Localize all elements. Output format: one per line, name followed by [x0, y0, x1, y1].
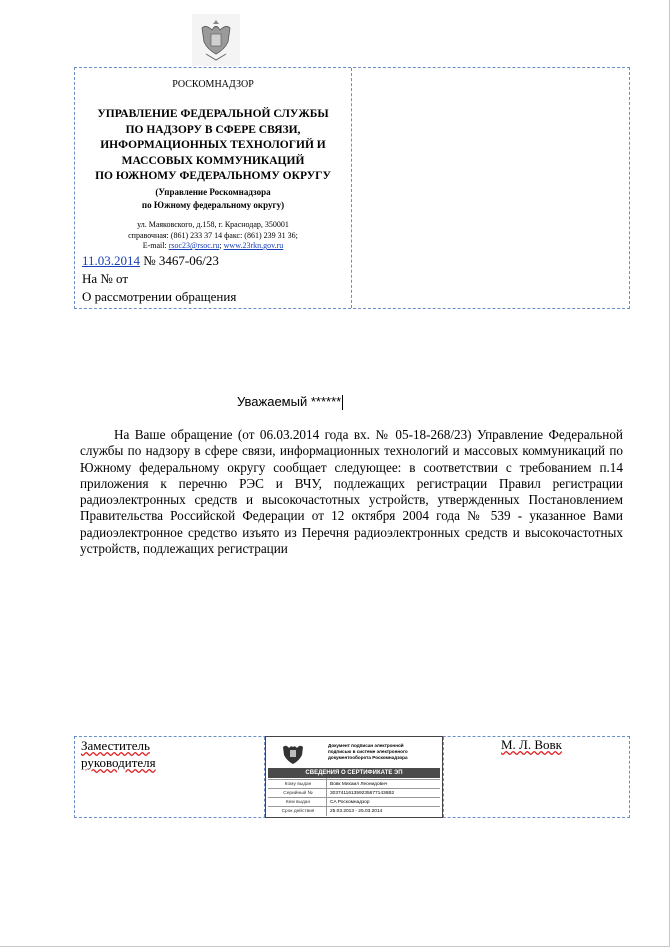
stamp-row-value: Вовк Михаил Леонидович — [330, 782, 388, 787]
org-abbreviation — [79, 186, 347, 211]
email-separator: ; — [219, 241, 224, 250]
letterhead-table — [74, 67, 630, 309]
stamp-row-value: CA Роскомнадзор — [330, 800, 370, 805]
signer-position — [81, 737, 156, 771]
stamp-row-key: Кем выдан — [285, 800, 311, 805]
electronic-signature-stamp — [265, 736, 443, 818]
text-cursor — [342, 395, 343, 410]
org-phone: справочная: (861) 233 37 14 факс: (861) 239 31 36; — [128, 230, 298, 240]
org-address: ул. Маяковского, д.158, г. Краснодар, 350001 — [137, 220, 289, 229]
stamp-notice-line: Документ подписан электронной — [328, 743, 404, 748]
email-link[interactable]: rsoc23@rsoc.ru — [168, 241, 220, 250]
email-label: E-mail: — [142, 241, 169, 250]
signer-name-text: М. Л. Вовк — [501, 737, 563, 752]
stamp-notice — [328, 743, 438, 761]
salutation-text: Уважаемый ****** — [237, 394, 342, 409]
signer-name — [501, 737, 562, 753]
stamp-row — [268, 806, 440, 816]
org-email-line — [79, 241, 347, 252]
reference-line: На № от — [82, 271, 129, 286]
org-full-name — [79, 107, 347, 185]
stamp-row-value: 3037411613592356771436B2 — [330, 791, 395, 796]
org-abbreviation-line: по Южному федеральному округу) — [141, 199, 285, 210]
registration-number: № 3467-06/23 — [140, 253, 219, 268]
stamp-header — [266, 737, 442, 767]
org-full-name-line: ПО ЮЖНОМУ ФЕДЕРАЛЬНОМУ ОКРУГУ — [95, 170, 331, 182]
stamp-notice-line: документооборота Роскомнадзора — [328, 755, 408, 760]
org-full-name-line: ИНФОРМАЦИОННЫХ ТЕХНОЛОГИЙ И — [100, 139, 326, 151]
subject-line: О рассмотрении обращения — [82, 289, 237, 304]
russian-coat-of-arms-icon — [192, 14, 240, 66]
org-full-name-line: УПРАВЛЕНИЕ ФЕДЕРАЛЬНОЙ СЛУЖБЫ — [97, 108, 329, 120]
signer-position-line: Заместитель — [81, 738, 150, 753]
org-full-name-line: МАССОВЫХ КОММУНИКАЦИЙ — [121, 154, 305, 167]
column-divider — [443, 737, 444, 817]
salutation[interactable] — [237, 394, 343, 410]
stamp-row-key: Срок действия — [281, 809, 315, 814]
letter-body[interactable]: На Ваше обращение (от 06.03.2014 года вх. № 05-18-268/23) Управление Федеральной службы по надзору в сфере связи, информационных технологий и массовых коммуникаций по Южному федеральному округу сообщает следующее: в соответствии с требованием п.14 приложения к перечню РЭС и ВЧУ, подлежащих регистрации Правил регистрации радиоэлектронных средств и высокочастотных устройств, утвержденных Постановлением Правительства Российской Федерации от 12 октября 2004 года № 539 - указанное Вами радиоэлектронное средство изъято из Перечня радиоэлектронных средств и высокочастотных устройств, подлежащих регистрации — [80, 427, 623, 557]
stamp-notice-line: подписью в системе электронного — [328, 749, 408, 754]
org-short-name: РОСКОМНАДЗОР — [172, 79, 254, 90]
stamp-row-value: 25.03.2013 - 25.03.2014 — [330, 809, 383, 814]
org-contacts — [79, 220, 347, 252]
org-abbreviation-line: (Управление Роскомнадзора — [155, 187, 271, 197]
registration-line — [82, 253, 219, 269]
stamp-row-key: Серийный № — [283, 791, 313, 796]
signer-position-line: руководителя — [81, 755, 156, 770]
org-full-name-line: ПО НАДЗОРУ В СФЕРЕ СВЯЗИ, — [125, 123, 301, 136]
stamp-row-key: Кому выдан — [284, 782, 312, 787]
website-link[interactable]: www.23rkn.gov.ru — [223, 241, 284, 250]
stamp-title: СВЕДЕНИЯ О СЕРТИФИКАТЕ ЭП — [268, 768, 440, 778]
column-divider — [351, 68, 352, 308]
russian-coat-of-arms-icon — [280, 740, 306, 766]
registration-date: 11.03.2014 — [82, 253, 141, 268]
